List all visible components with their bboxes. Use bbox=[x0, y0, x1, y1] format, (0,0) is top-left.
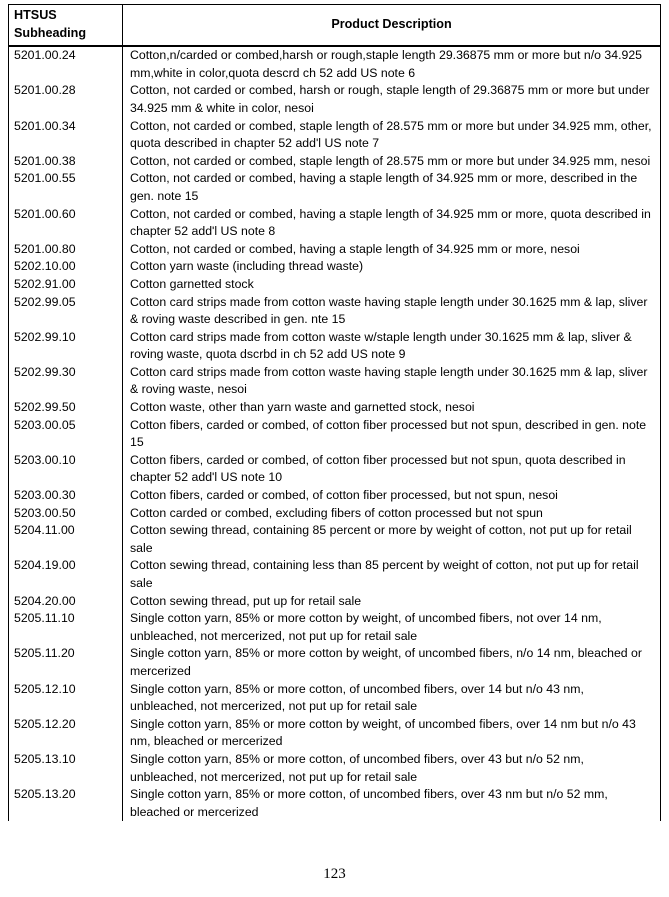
product-description: Cotton waste, other than yarn waste and garnetted stock, nesoi bbox=[130, 400, 475, 415]
htsus-code: 5201.00.28 bbox=[9, 82, 123, 117]
product-description: Single cotton yarn, 85% or more cotton by weight, of uncombed fibers, n/o 14 nm, bleached or mercerized bbox=[130, 646, 642, 678]
table-row bbox=[9, 593, 661, 611]
table-row bbox=[9, 82, 661, 117]
product-description: Cotton fibers, carded or combed, of cotton fiber processed, but not spun, nesoi bbox=[130, 488, 558, 503]
htsus-code: 5205.11.20 bbox=[9, 645, 123, 680]
product-description: Cotton garnetted stock bbox=[130, 276, 254, 291]
table-row bbox=[9, 399, 661, 417]
product-description: Cotton, not carded or combed, having a staple length of 34.925 mm or more, described in the gen. note 15 bbox=[130, 171, 638, 203]
htsus-code: 5202.91.00 bbox=[9, 276, 123, 294]
product-description: Cotton card strips made from cotton waste having staple length under 30.1625 mm & lap, sliver & roving waste described in gen. nte 15 bbox=[130, 294, 648, 327]
table-row bbox=[9, 487, 661, 505]
product-description: Cotton card strips made from cotton waste w/staple length under 30.1625 mm & lap, sliver & roving waste, quota dscrbd in ch 52 add US note 9 bbox=[130, 329, 632, 362]
htsus-code: 5203.00.10 bbox=[9, 452, 123, 487]
htsus-code: 5202.99.05 bbox=[9, 294, 123, 329]
table-row bbox=[9, 452, 661, 487]
htsus-code: 5202.99.50 bbox=[9, 399, 123, 417]
table-row bbox=[9, 786, 661, 821]
page-number: 123 bbox=[323, 866, 346, 882]
htsus-code: 5204.11.00 bbox=[9, 522, 123, 557]
product-description: Cotton, not carded or combed, having a staple length of 34.925 mm or more, nesoi bbox=[130, 241, 580, 256]
header-product-description: Product Description bbox=[123, 5, 661, 47]
htsus-code: 5205.13.20 bbox=[9, 786, 123, 821]
htsus-code: 5204.20.00 bbox=[9, 593, 123, 611]
htsus-code: 5204.19.00 bbox=[9, 557, 123, 592]
htsus-code: 5202.10.00 bbox=[9, 258, 123, 276]
htsus-code: 5201.00.34 bbox=[9, 118, 123, 153]
htsus-code: 5201.00.55 bbox=[9, 170, 123, 205]
table-row bbox=[9, 751, 661, 786]
product-description: Cotton sewing thread, containing less than 85 percent by weight of cotton, not put up for retail sale bbox=[130, 558, 639, 590]
product-description: Cotton, not carded or combed, harsh or rough, staple length of 29.36875 mm or more but under 34.925 mm & white in color, nesoi bbox=[130, 83, 650, 115]
htsus-code: 5205.13.10 bbox=[9, 751, 123, 786]
table-row bbox=[9, 716, 661, 751]
product-description: Single cotton yarn, 85% or more cotton, of uncombed fibers, over 14 but n/o 43 nm, unbleached, not mercerized, not put up for retail sale bbox=[130, 681, 584, 714]
htsus-code: 5205.11.10 bbox=[9, 610, 123, 645]
htsus-table bbox=[8, 4, 661, 821]
header-htsus-subheading: HTSUS Subheading bbox=[9, 5, 123, 47]
table-row bbox=[9, 276, 661, 294]
htsus-code: 5201.00.38 bbox=[9, 153, 123, 171]
product-description: Cotton, not carded or combed, having a staple length of 34.925 mm or more, quota described in chapter 52 add'l US note 8 bbox=[130, 206, 651, 239]
table-row bbox=[9, 170, 661, 205]
table-row bbox=[9, 46, 661, 82]
table-row bbox=[9, 522, 661, 557]
product-description: Cotton,n/carded or combed,harsh or rough,staple length 29.36875 mm or more but n/o 34.925 mm,white in color,quota descrd ch 52 add US note 6 bbox=[130, 48, 643, 80]
htsus-code: 5205.12.20 bbox=[9, 716, 123, 751]
product-description: Cotton, not carded or combed, staple length of 28.575 mm or more but under 34.925 mm, other, quota described in chapter 52 add'l US note 7 bbox=[130, 118, 652, 151]
product-description: Cotton sewing thread, containing 85 percent or more by weight of cotton, not put up for retail sale bbox=[130, 523, 632, 555]
table-row bbox=[9, 294, 661, 329]
htsus-code: 5203.00.05 bbox=[9, 417, 123, 452]
product-description: Cotton yarn waste (including thread waste) bbox=[130, 259, 364, 274]
product-description: Single cotton yarn, 85% or more cotton, of uncombed fibers, over 43 but n/o 52 nm, unbleached, not mercerized, not put up for retail sale bbox=[130, 751, 584, 784]
table-row bbox=[9, 206, 661, 241]
htsus-code: 5201.00.24 bbox=[9, 46, 123, 82]
table-row bbox=[9, 258, 661, 276]
table-row bbox=[9, 505, 661, 523]
product-description: Single cotton yarn, 85% or more cotton by weight, of uncombed fibers, over 14 nm but n/o 43 nm, bleached or mercerized bbox=[130, 716, 636, 749]
htsus-code: 5205.12.10 bbox=[9, 681, 123, 716]
table-row bbox=[9, 645, 661, 680]
table-row bbox=[9, 417, 661, 452]
table-row bbox=[9, 153, 661, 171]
table-row bbox=[9, 364, 661, 399]
htsus-code: 5203.00.50 bbox=[9, 505, 123, 523]
product-description: Cotton, not carded or combed, staple length of 28.575 mm or more but under 34.925 mm, nesoi bbox=[130, 153, 651, 168]
product-description: Cotton carded or combed, excluding fibers of cotton processed but not spun bbox=[130, 505, 543, 520]
product-description: Cotton fibers, carded or combed, of cotton fiber processed but not spun, described in gen. note 15 bbox=[130, 417, 647, 450]
htsus-code: 5203.00.30 bbox=[9, 487, 123, 505]
table-row bbox=[9, 241, 661, 259]
product-description: Cotton card strips made from cotton waste having staple length under 30.1625 mm & lap, sliver & roving waste, nesoi bbox=[130, 364, 648, 397]
header-row bbox=[9, 5, 661, 47]
htsus-code: 5201.00.60 bbox=[9, 206, 123, 241]
table-row bbox=[9, 681, 661, 716]
table-row bbox=[9, 610, 661, 645]
htsus-code: 5201.00.80 bbox=[9, 241, 123, 259]
product-description: Cotton fibers, carded or combed, of cotton fiber processed but not spun, quota described in chapter 52 add'l US note 10 bbox=[130, 452, 626, 485]
table-row bbox=[9, 557, 661, 592]
table-body bbox=[9, 46, 661, 821]
table-header bbox=[9, 5, 661, 47]
table-row bbox=[9, 329, 661, 364]
htsus-code: 5202.99.10 bbox=[9, 329, 123, 364]
product-description: Cotton sewing thread, put up for retail sale bbox=[130, 593, 362, 608]
table-row bbox=[9, 118, 661, 153]
product-description: Single cotton yarn, 85% or more cotton by weight, of uncombed fibers, not over 14 nm, unbleached, not mercerized, not put up for retail sale bbox=[130, 611, 602, 643]
htsus-code: 5202.99.30 bbox=[9, 364, 123, 399]
product-description: Single cotton yarn, 85% or more cotton, of uncombed fibers, over 43 nm but n/o 52 mm, bleached or mercerized bbox=[130, 787, 608, 819]
